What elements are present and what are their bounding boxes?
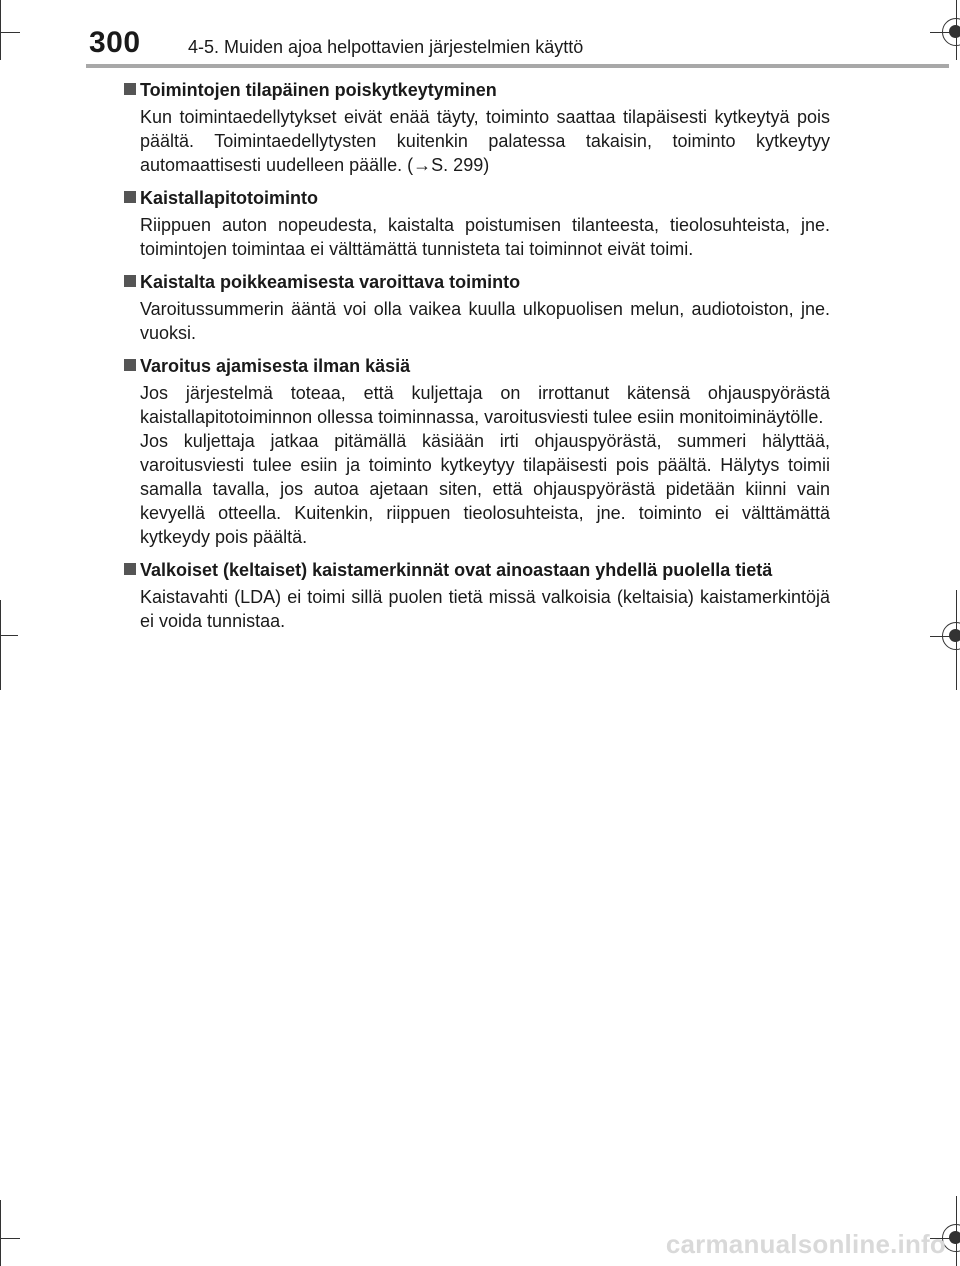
section-title: Kaistalta poikkeamisesta varoittava toiminto [120, 270, 830, 294]
section-one-sided-markings [120, 558, 830, 633]
square-bullet-icon [124, 563, 136, 575]
section-body [120, 105, 830, 177]
section-title: Toimintojen tilapäinen poiskytkeytyminen [120, 78, 830, 102]
section-body [120, 297, 830, 345]
square-bullet-icon [124, 275, 136, 287]
section-body [120, 213, 830, 261]
section-body [120, 585, 830, 633]
paragraph: Kaistavahti (LDA) ei toimi sillä puolen tietä missä valkoisia (keltaisia) kaistamerkintöjä ei voida tunnistaa. [140, 587, 830, 631]
square-bullet-icon [124, 359, 136, 371]
square-bullet-icon [124, 191, 136, 203]
section-hands-off-warning [120, 354, 830, 549]
paragraph: Varoitussummerin ääntä voi olla vaikea kuulla ulkopuolisen melun, audiotoiston, jne. vuoksi. [140, 299, 830, 343]
section-lane-keeping [120, 186, 830, 261]
square-bullet-icon [124, 83, 136, 95]
paragraph: Riippuen auton nopeudesta, kaistalta poistumisen tilanteesta, tieolosuhteista, jne. toimintojen toimintaa ei välttämättä tunnisteta tai toiminnot eivät toimi. [140, 215, 830, 259]
section-temporary-cutoff [120, 78, 830, 177]
section-lane-departure-warning [120, 270, 830, 345]
section-title: Varoitus ajamisesta ilman käsiä [120, 354, 830, 378]
watermark: carmanualsonline.info [665, 1229, 946, 1259]
paragraph: Jos järjestelmä toteaa, että kuljettaja on irrottanut kätensä ohjauspyörästä kaistallapitotoiminnon ollessa toiminnassa, varoitusviesti tulee esiin monitoiminäytölle. [140, 383, 830, 427]
section-title: Kaistallapitotoiminto [120, 186, 830, 210]
page-content [120, 78, 830, 642]
page-number: 300 [89, 26, 141, 59]
section-body [120, 381, 830, 549]
section-title: Valkoiset (keltaiset) kaistamerkinnät ovat ainoastaan yhdellä puolella tietä [120, 558, 830, 582]
page-header-title: 4-5. Muiden ajoa helpottavien järjestelmien käyttö [188, 37, 584, 57]
paragraph: Kun toimintaedellytykset eivät enää täyty, toiminto saattaa tilapäisesti kytkeytyä pois päältä. Toimintaedellytysten kuitenkin palatessa takaisin, toiminto kytkeytyy automaattisesti uudelleen päälle. (→S. 299) [140, 107, 830, 175]
paragraph: Jos kuljettaja jatkaa pitämällä käsiään irti ohjauspyörästä, summeri hälyttää, varoitusviesti tulee esiin ja toiminto kytkeytyy tilapäisesti pois päältä. Hälytys toimii samalla tavalla, jos autoa ajetaan siten, että ohjauspyörästä pidetään kiinni vain kevyellä otteella. Kuitenkin, riippuen tieolosuhteista, jne. toiminto ei välttämättä kytkeydy pois päältä. [140, 431, 830, 547]
header-divider [86, 64, 949, 68]
